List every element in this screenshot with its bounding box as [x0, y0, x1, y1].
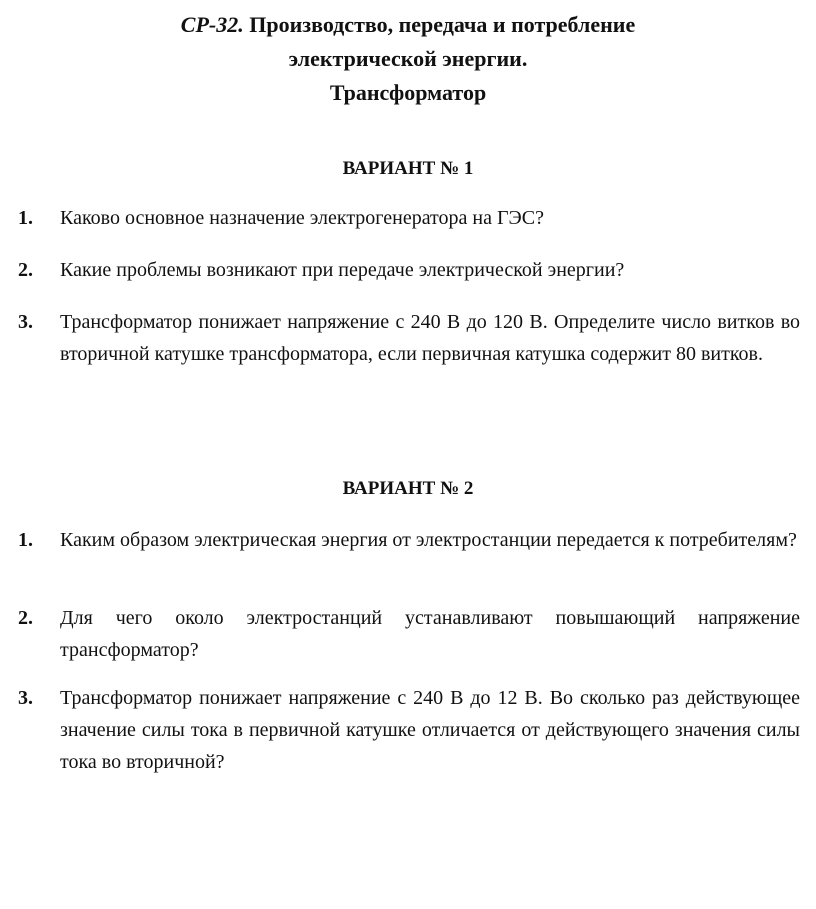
question-number: 3. — [18, 687, 33, 709]
variant-1-heading: ВАРИАНТ № 1 — [342, 158, 474, 179]
question-v2-2 — [18, 602, 800, 666]
question-text: Трансформатор понижает напряжение с 240 В до 120 В. Определите число витков во вторичной катушке трансформатора, если первичная катушка содержит 80 витков. — [60, 311, 800, 365]
title-line-2: электрической энергии. — [288, 46, 528, 71]
question-text: Каким образом электрическая энергия от электростанции передается к потребителям? — [60, 529, 797, 551]
question-v1-3 — [18, 306, 800, 370]
question-v2-1 — [18, 524, 800, 556]
variant-2-heading: ВАРИАНТ № 2 — [342, 478, 474, 499]
question-number: 2. — [18, 259, 33, 281]
title-text-1: Производство, передача и потребление — [249, 12, 636, 37]
question-number: 3. — [18, 311, 33, 333]
question-v1-1 — [18, 202, 800, 234]
question-number: 1. — [18, 207, 33, 229]
question-text: Какие проблемы возникают при передаче электрической энергии? — [60, 259, 625, 281]
worksheet-code: СР-32. — [180, 12, 244, 37]
title-line-1 — [0, 8, 816, 42]
question-text: Трансформатор понижает напряжение с 240 В до 12 В. Во сколько раз действующее значение силы тока в первичной катушке отличается от действующего значения силы тока во вторичной? — [60, 687, 800, 773]
title-line-3: Трансформатор — [329, 80, 487, 105]
worksheet-title — [0, 8, 816, 110]
question-number: 2. — [18, 607, 33, 629]
question-text: Для чего около электростанций устанавливают повышающий напряжение трансформатор? — [60, 607, 800, 661]
question-v2-3 — [18, 682, 800, 778]
question-v1-2 — [18, 254, 800, 286]
question-text: Каково основное назначение электрогенератора на ГЭС? — [60, 207, 544, 229]
question-number: 1. — [18, 529, 33, 551]
